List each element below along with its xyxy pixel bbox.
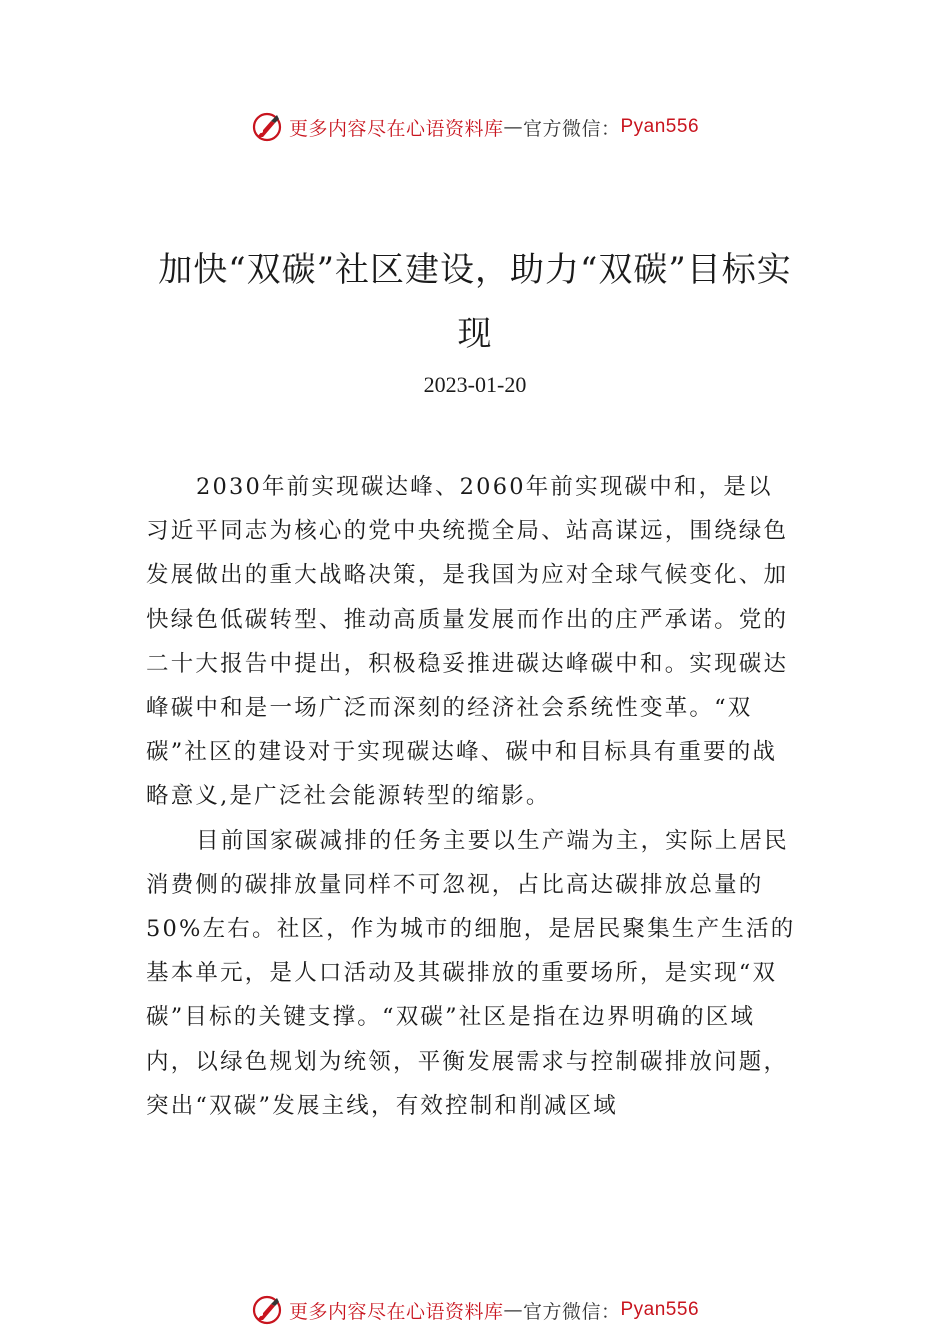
watermark-library-text: 更多内容尽在心语资料库 bbox=[288, 1300, 504, 1323]
header-watermark bbox=[0, 107, 950, 147]
body-paragraph: 目前国家碳减排的任务主要以生产端为主，实际上居民消费侧的碳排放量同样不可忽视，占比高达碳排放总量的 50%左右。社区，作为城市的细胞，是居民聚集生产生活的基本单元，是人口活动及其碳排放的重要场所，是实现“双碳”目标的关键支撑。“双碳”社区是指在边界明确的区域内，以绿色规划为统领，平衡发展需求与控制碳排放问题，突出“双碳”发展主线，有效控制和削减区域 bbox=[146, 827, 796, 1119]
pen-nib-logo-icon bbox=[251, 111, 283, 143]
watermark-wechat-label: 官方微信： bbox=[522, 117, 621, 140]
document-title: 加快“双碳”社区建设，助力“双碳”目标实现 bbox=[158, 250, 792, 354]
body-paragraph: 2030年前实现碳达峰、2060年前实现碳中和，是以习近平同志为核心的党中央统揽全局、站高谋远，围绕绿色发展做出的重大战略决策，是我国为应对全球气候变化、加快绿色低碳转型、推动高质量发展而作出的庄严承诺。党的二十大报告中提出，积极稳妥推进碳达峰碳中和。实现碳达峰碳中和是一场广泛而深刻的经济社会系统性变革。“双碳”社区的建设对于实现碳达峰、碳中和目标具有重要的战略意义,是广泛社会能源转型的缩影。 bbox=[146, 474, 789, 810]
watermark-wechat-label: 官方微信： bbox=[522, 1300, 621, 1323]
watermark-library-text: 更多内容尽在心语资料库 bbox=[288, 117, 504, 140]
watermark-wechat-id: Pyan556 bbox=[620, 1299, 700, 1320]
pen-nib-logo-icon bbox=[251, 1294, 283, 1326]
watermark-dash: — bbox=[503, 116, 523, 138]
watermark-wechat-id: Pyan556 bbox=[620, 116, 700, 137]
footer-watermark bbox=[0, 1290, 950, 1330]
document-date: 2023-01-20 bbox=[423, 372, 527, 397]
document-body bbox=[146, 465, 796, 1128]
watermark-dash: — bbox=[503, 1299, 523, 1321]
